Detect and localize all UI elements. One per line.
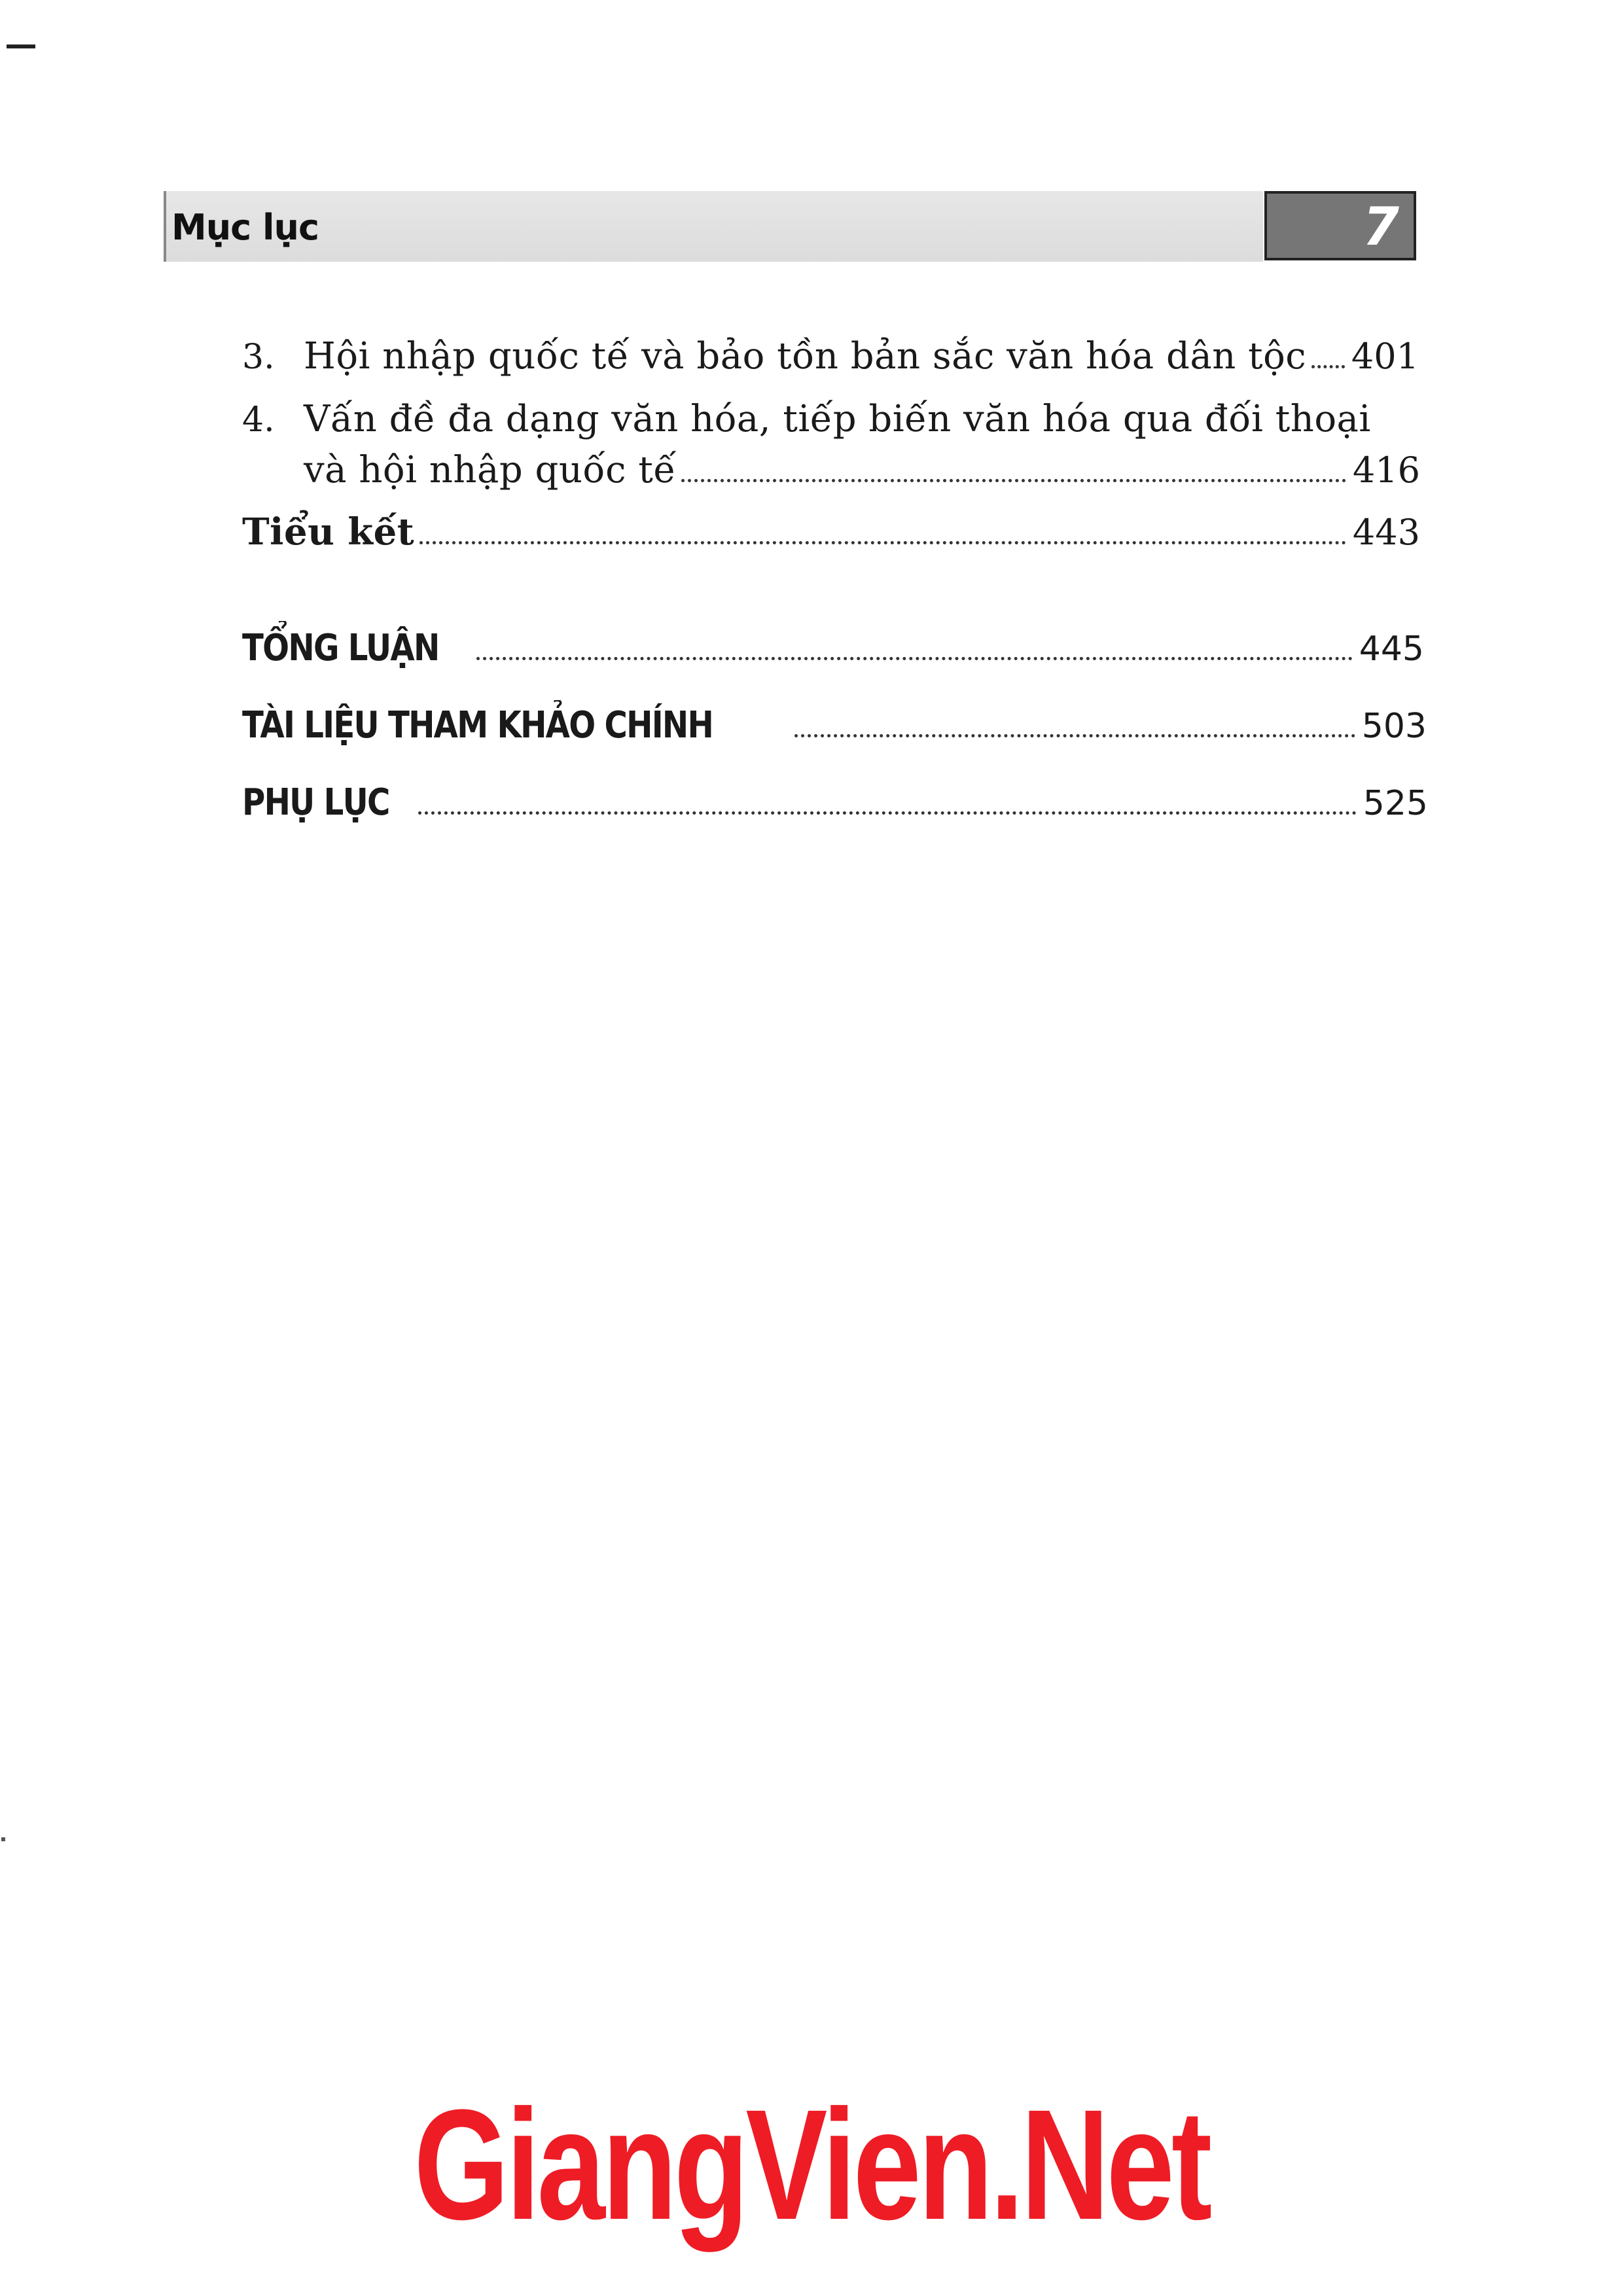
toc-entry-text: Tiểu kết [242,510,415,554]
toc-section-page: 525 [1363,784,1428,823]
watermark-text: GiangVien.Net [414,2077,1209,2252]
toc-section-page: 445 [1359,629,1424,669]
scan-edge-speck [1,1837,5,1841]
toc-section-phu-luc [242,781,1428,824]
toc-section-title: TÀI LIỆU THAM KHẢO CHÍNH [242,704,713,747]
toc-section-page: 503 [1361,707,1427,746]
toc-entry-number: 3. [242,338,275,377]
toc-dot-leader [794,734,1355,737]
toc-entry-text: và hội nhập quốc tế [304,449,677,491]
toc-entry-tieu-ket [242,510,1420,554]
toc-entry-text: Vấn đề đa dạng văn hóa, tiếp biến văn hóa qua đối thoại [304,398,1371,440]
toc-entry-3 [242,335,1419,378]
toc-entry-page: 401 [1351,336,1419,377]
page-number: 7 [1363,196,1399,257]
toc-dot-leader [476,657,1353,660]
toc-section-title: PHỤ LỤC [242,781,389,824]
toc-entry-page: 416 [1352,450,1420,491]
toc-entry-4-line1 [242,398,1371,440]
toc-dot-leader [419,541,1346,544]
header-title: Mục lục [171,207,319,248]
toc-section-tong-luan [242,627,1424,669]
scan-corner-mark [7,44,35,48]
toc-entry-page: 443 [1352,512,1420,553]
toc-dot-leader [1311,365,1345,368]
toc-entry-number: 4. [242,400,275,440]
page-number-badge [1264,191,1416,260]
toc-entry-text: Hội nhập quốc tế và bảo tồn bản sắc văn hóa dân tộc [304,335,1307,378]
toc-entry-4-line2 [304,449,1420,491]
toc-section-tai-lieu [242,704,1427,747]
header-bar [164,191,1263,262]
toc-section-title: TỔNG LUẬN [242,627,439,669]
toc-dot-leader [418,811,1357,815]
toc-dot-leader [681,479,1346,482]
